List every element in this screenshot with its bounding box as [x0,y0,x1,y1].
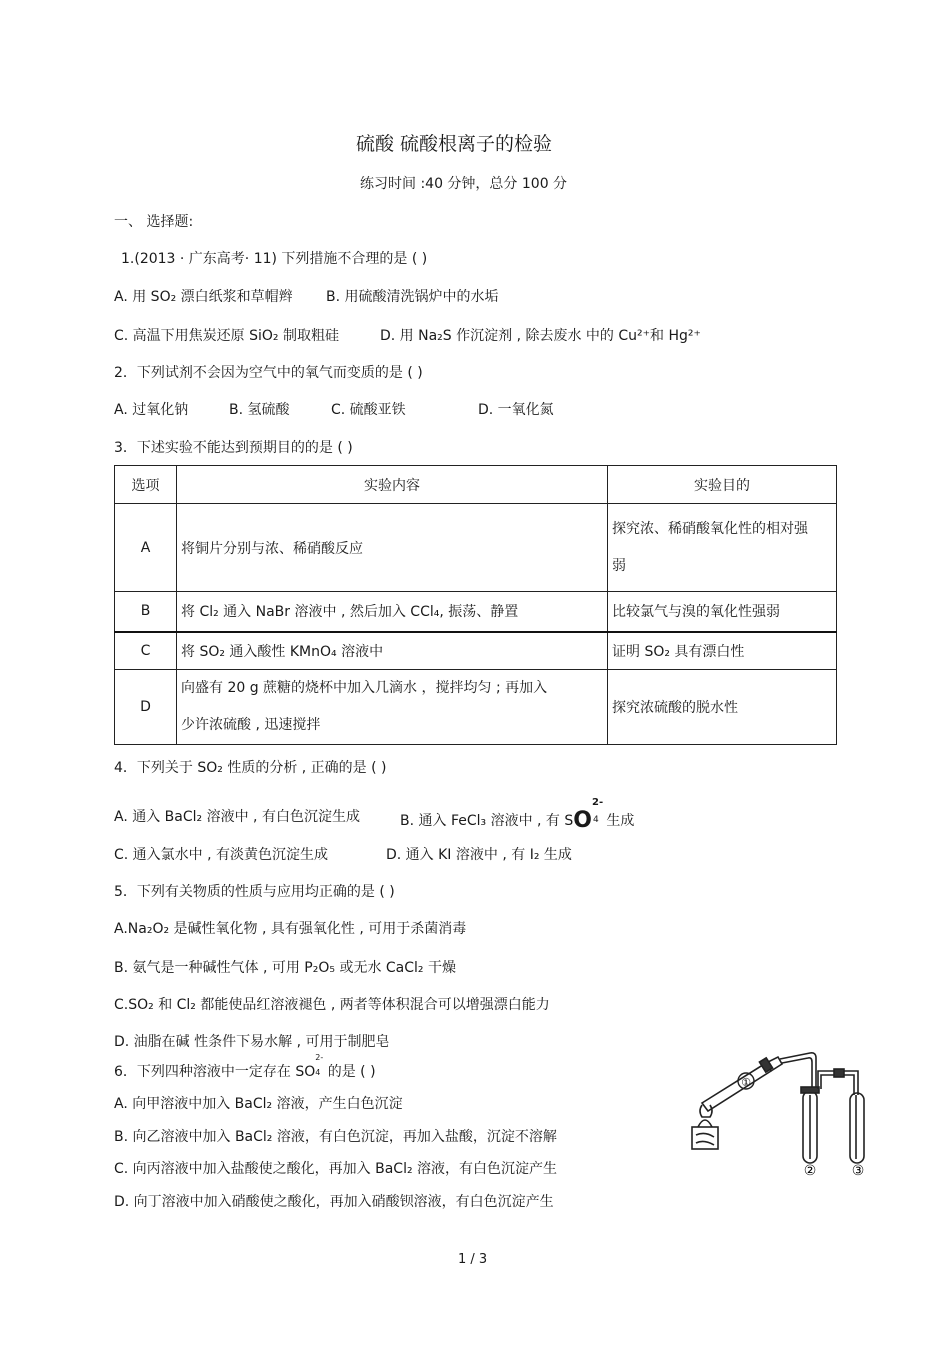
question-2-option-b: B. 氢硫酸 [229,402,290,418]
table-cell-option: A [115,504,177,592]
table-cell-option: C [115,632,177,670]
apparatus-figure [688,1045,888,1180]
question-4-stem: 4．下列关于 SO₂ 性质的分析 , 正确的是 ( ) [114,760,387,776]
experiment-table [114,465,837,745]
table-cell-content: 将 SO₂ 通入酸性 KMnO₄ 溶液中 [177,632,608,670]
table-header: 实验目的 [608,466,837,504]
question-1-stem: 1.(2013 · 广东高考· 11) 下列措施不合理的是 ( ) [121,251,428,267]
question-2-option-c: C. 硫酸亚铁 [331,402,406,418]
table-cell-purpose: 探究浓硫酸的脱水性 [608,670,837,745]
subscript: 4 [592,815,599,825]
stem-text: 6．下列四种溶液中一定存在 SO [114,1064,316,1080]
table-row [115,632,837,670]
option-b-text-end: 生成 [601,813,635,829]
question-1-option-a: A. 用 SO₂ 漂白纸浆和草帽辫 [114,289,293,305]
question-2-stem: 2．下列试剂不会因为空气中的氧气而变质的是 ( ) [114,365,423,381]
sulfate-formula-o: O [573,808,592,833]
table-cell-content: 将 Cl₂ 通入 NaBr 溶液中 , 然后加入 CCl₄, 振荡、静置 [177,592,608,632]
question-6-option-a: A. 向甲溶液中加入 BaCl₂ 溶液，产生白色沉淀 [114,1096,403,1112]
purpose-line: 探究浓、稀硝酸氧化性的相对强 [612,520,808,537]
charge-superscript: 2- [591,797,604,808]
charge-superscript: 2- [315,1053,324,1062]
question-1-option-d: D. 用 Na₂S 作沉淀剂 , 除去废水 中的 Cu²⁺和 Hg²⁺ [380,328,701,344]
question-6-option-c: C. 向丙溶液中加入盐酸使之酸化，再加入 BaCl₂ 溶液，有白色沉淀产生 [114,1161,558,1177]
table-header: 实验内容 [177,466,608,504]
content-line: 向盛有 20 g 蔗糖的烧杯中加入几滴水 ，搅拌均匀 ; 再加入 [181,680,548,696]
question-5-option-d: D. 油脂在碱 性条件下易水解 , 可用于制肥皂 [114,1034,390,1050]
question-5-option-a: A.Na₂O₂ 是碱性氧化物 , 具有强氧化性 , 可用于杀菌消毒 [114,921,467,937]
question-1-option-b: B. 用硫酸清洗锅炉中的水垢 [326,289,499,305]
question-1-option-c: C. 高温下用焦炭还原 SiO₂ 制取粗硅 [114,328,339,344]
question-4-option-d: D. 通入 KI 溶液中 , 有 I₂ 生成 [386,847,572,863]
figure-label-1: ① [741,1076,751,1089]
question-6-option-d: D. 向丁溶液中加入硝酸使之酸化，再加入硝酸钡溶液，有白色沉淀产生 [114,1194,554,1210]
question-6-stem [114,1053,376,1081]
question-3-stem: 3．下述实验不能达到预期目的的是 ( ) [114,440,353,456]
figure-label-2: ② [803,1163,817,1179]
table-cell-purpose: 证明 SO₂ 具有漂白性 [608,632,837,670]
question-2-option-a: A. 过氧化钠 [114,402,189,418]
table-cell-content [177,670,608,745]
purpose-line: 弱 [612,557,626,574]
content-line: 少许浓硫酸 , 迅速搅拌 [181,717,321,733]
section-heading: 一、 选择题: [114,214,194,230]
table-cell-purpose [608,504,837,592]
table-cell-option: B [115,592,177,632]
question-5-option-c: C.SO₂ 和 Cl₂ 都能使品红溶液褪色 , 两者等体积混合可以增强漂白能力 [114,997,550,1013]
question-6-option-b: B. 向乙溶液中加入 BaCl₂ 溶液，有白色沉淀，再加入盐酸，沉淀不溶解 [114,1129,557,1145]
question-5-option-b: B. 氨气是一种碱性气体 , 可用 P₂O₅ 或无水 CaCl₂ 干燥 [114,960,456,976]
table-header-row [115,466,837,504]
page-number: 1 / 3 [458,1252,488,1267]
question-4-option-a: A. 通入 BaCl₂ 溶液中 , 有白色沉淀生成 [114,809,360,825]
question-4-option-b [400,797,635,833]
question-5-stem: 5．下列有关物质的性质与应用均正确的是 ( ) [114,884,395,900]
question-4-option-c: C. 通入氯水中 , 有淡黄色沉淀生成 [114,847,329,863]
option-b-text: B. 通入 FeCl₃ 溶液中 , 有 S [400,813,574,829]
subscript: 4 [315,1068,321,1077]
table-header: 选项 [115,466,177,504]
table-row [115,592,837,632]
stem-text-end: 的是 ( ) [323,1064,376,1080]
question-2-option-d: D. 一氧化氮 [478,402,554,418]
table-row [115,670,837,745]
table-cell-option: D [115,670,177,745]
page-title: 硫酸 硫酸根离子的检验 [356,133,553,155]
table-cell-purpose: 比较氯气与溴的氧化性强弱 [608,592,837,632]
page-subtitle: 练习时间 :40 分钟，总分 100 分 [360,176,568,192]
table-cell-content: 将铜片分别与浓、稀硝酸反应 [177,504,608,592]
table-row [115,504,837,592]
figure-label-3: ③ [851,1163,865,1179]
